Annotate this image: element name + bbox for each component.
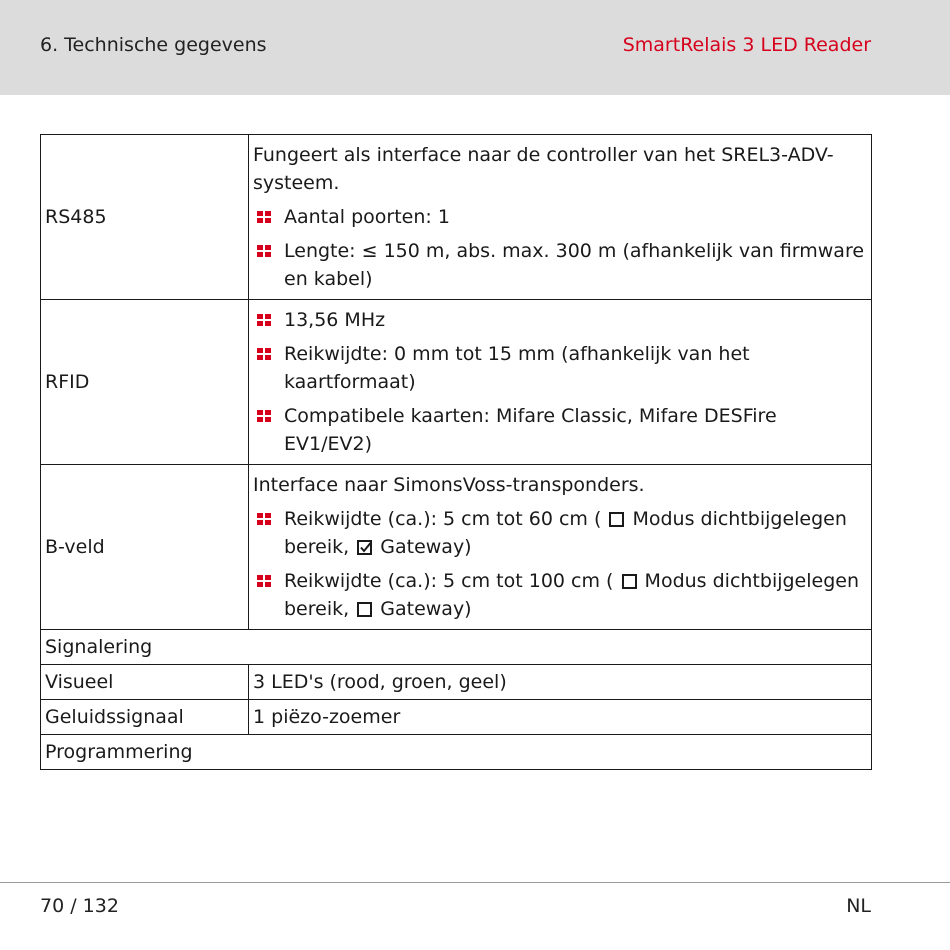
checkbox-empty-icon (609, 512, 624, 527)
row-label-rfid: RFID (41, 300, 249, 465)
table-row (41, 630, 872, 665)
table-row (41, 665, 872, 700)
table-row (41, 735, 872, 770)
row-value-visueel: 3 LED's (rood, groen, geel) (249, 665, 872, 700)
bveld-item-opt2: Gateway) (380, 598, 472, 620)
page-header (0, 0, 950, 95)
section-title: 6. Technische gegevens (40, 34, 267, 56)
section-heading-programmering: Programmering (41, 735, 872, 770)
row-label-geluidssignaal: Geluidssignaal (41, 700, 249, 735)
spec-table (40, 134, 872, 770)
rs485-intro: Fungeert als interface naar de controller van het SREL3-ADV-systeem. (253, 144, 834, 194)
red-square-bullet-icon (257, 211, 271, 223)
list-item (253, 237, 867, 293)
row-label-visueel: Visueel (41, 665, 249, 700)
page-number: 70 / 132 (40, 895, 119, 917)
footer-divider (0, 882, 950, 883)
red-square-bullet-icon (257, 410, 271, 422)
table-row (41, 465, 872, 630)
rfid-item-text: Reikwijdte: 0 mm tot 15 mm (afhankelijk van het kaartformaat) (284, 343, 750, 393)
red-square-bullet-icon (257, 314, 271, 326)
section-heading-signalering: Signalering (41, 630, 872, 665)
bveld-intro: Interface naar SimonsVoss-transponders. (253, 474, 645, 496)
list-item (253, 203, 867, 231)
product-title: SmartRelais 3 LED Reader (622, 34, 871, 56)
bveld-item-opt1: Modus dichtbijgelegen bereik, (284, 508, 847, 558)
language-code: NL (846, 895, 871, 917)
table-row (41, 135, 872, 300)
bveld-list (253, 505, 867, 623)
bveld-item-opt2: Gateway) (380, 536, 472, 558)
checkbox-empty-icon (357, 602, 372, 617)
red-square-bullet-icon (257, 348, 271, 360)
list-item (253, 402, 867, 458)
row-value-bveld (249, 465, 872, 630)
bveld-item-opt1: Modus dichtbijgelegen bereik, (284, 570, 860, 620)
rs485-item-text: Aantal poorten: 1 (284, 206, 450, 228)
red-square-bullet-icon (257, 513, 271, 525)
row-label-bveld: B-veld (41, 465, 249, 630)
list-item (253, 567, 867, 623)
rfid-item-text: Compatibele kaarten: Mifare Classic, Mifare DESFire EV1/EV2) (284, 405, 777, 455)
checkbox-checked-icon (357, 540, 372, 555)
table-row (41, 300, 872, 465)
row-value-rs485 (249, 135, 872, 300)
red-square-bullet-icon (257, 245, 271, 257)
rs485-item-text: Lengte: ≤ 150 m, abs. max. 300 m (afhankelijk van firmware en kabel) (284, 240, 865, 290)
list-item (253, 505, 867, 561)
list-item (253, 340, 867, 396)
bveld-item-prefix: Reikwijdte (ca.): 5 cm tot 60 cm ( (284, 508, 602, 530)
rs485-list (253, 203, 867, 293)
bveld-item-prefix: Reikwijdte (ca.): 5 cm tot 100 cm ( (284, 570, 614, 592)
row-label-rs485: RS485 (41, 135, 249, 300)
red-square-bullet-icon (257, 575, 271, 587)
row-value-geluidssignaal: 1 piëzo-zoemer (249, 700, 872, 735)
rfid-list (253, 306, 867, 458)
table-row (41, 700, 872, 735)
row-value-rfid (249, 300, 872, 465)
rfid-item-text: 13,56 MHz (284, 309, 386, 331)
checkbox-empty-icon (622, 574, 637, 589)
list-item (253, 306, 867, 334)
